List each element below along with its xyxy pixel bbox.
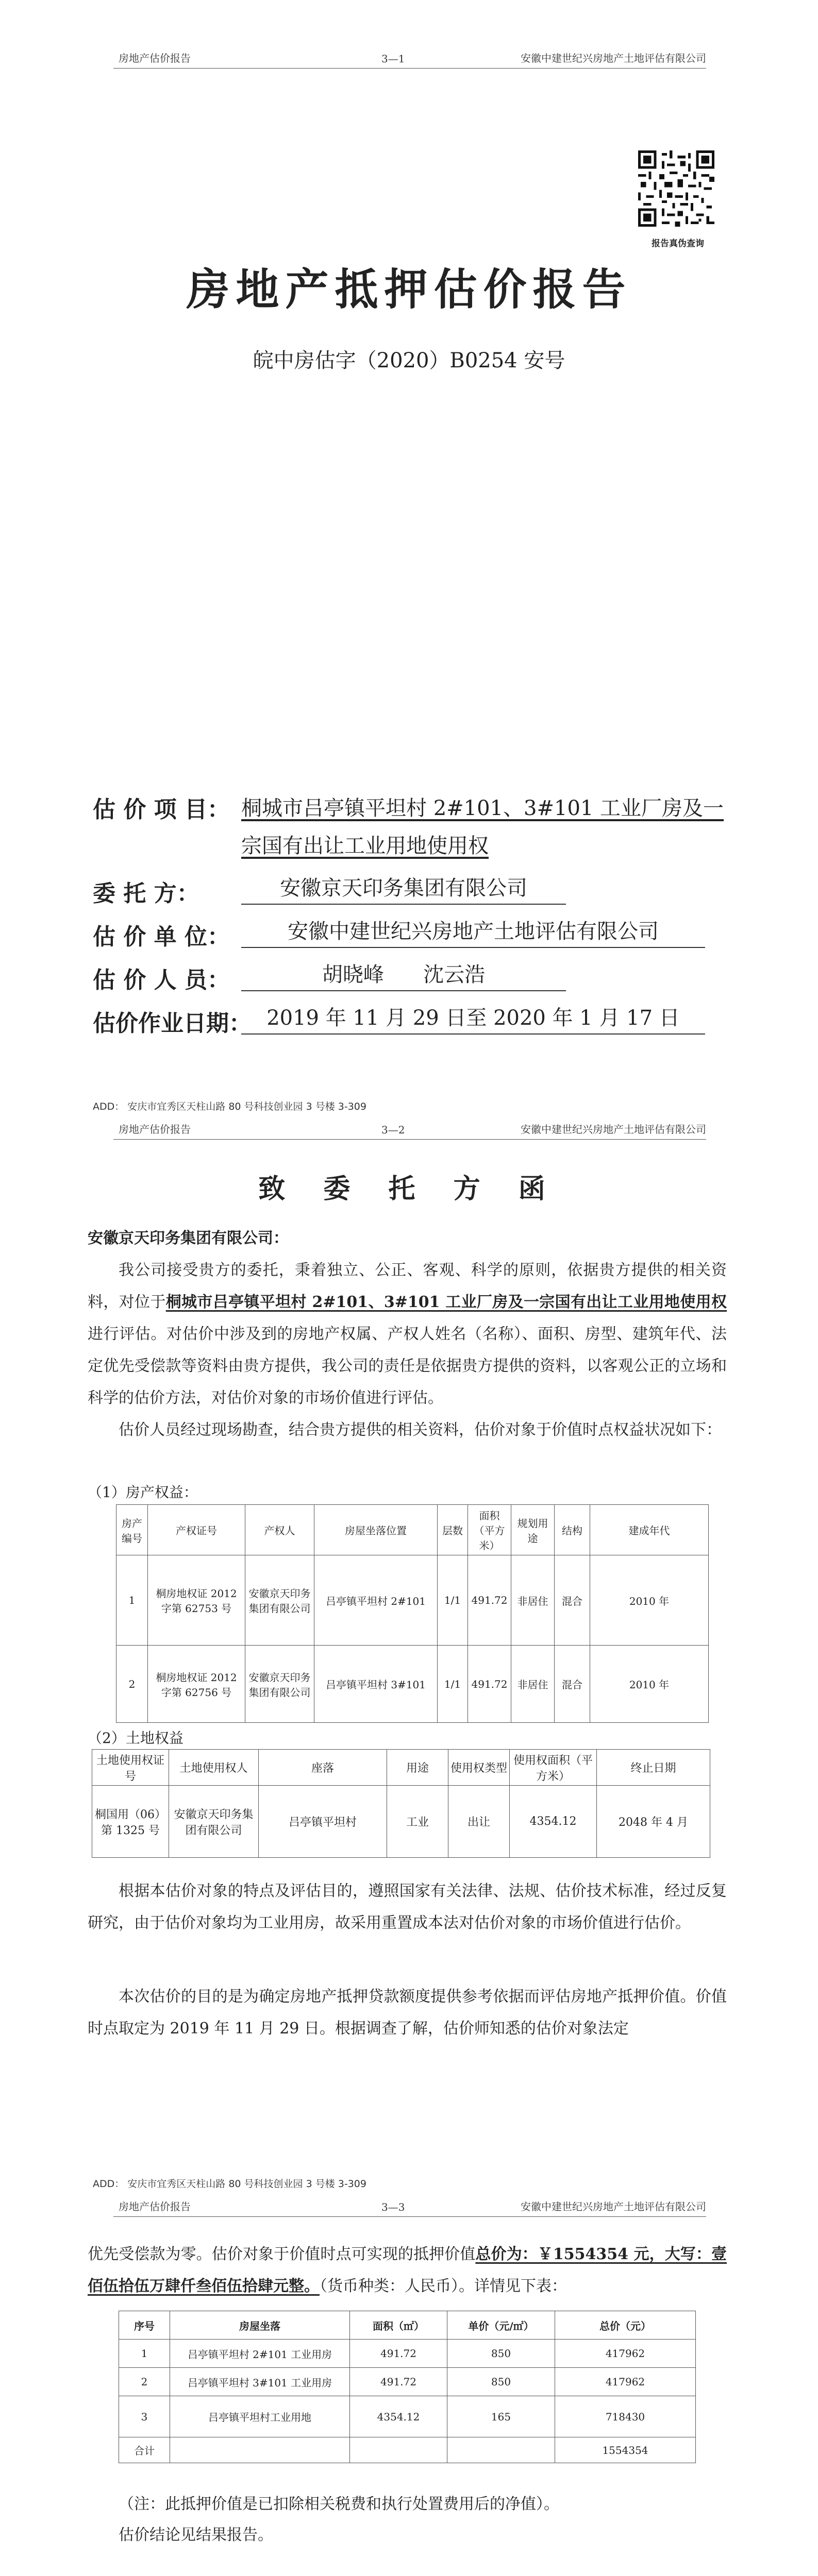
house-cell: 1 (116, 1555, 148, 1646)
house-cell: 桐房地权证 2012 字第 62756 号 (148, 1646, 245, 1723)
value-header: 面积（㎡） (350, 2311, 447, 2340)
letter-paragraph-4: 本次估价的目的是为确定房地产抵押贷款额度提供参考依据而评估房地产抵押价值。价值时点取定为 2019 年 11 月 29 日。根据调查了解，估价师知悉的估价对象法定 (88, 1988, 727, 2038)
land-cell: 吕亭镇平坦村 (259, 1786, 387, 1858)
p5-part-a: 优先受偿款为零。估价对象于价值时点可实现的抵押价值 (88, 2245, 476, 2263)
staff-value: 胡晓峰 沈云浩 (241, 959, 566, 991)
house-header: 产权证号 (148, 1505, 245, 1555)
house-cell: 桐房地权证 2012 字第 62753 号 (148, 1555, 245, 1646)
value-cell: 850 (447, 2368, 555, 2396)
land-header: 终止日期 (597, 1750, 710, 1786)
header-page: 3—2 (381, 1124, 405, 1136)
p1-object: 桐城市吕亭镇平坦村 2#101、3#101 工业厂房及一宗国有出让工业用地使用权 (165, 1293, 727, 1311)
appraiser-value: 安徽中建世纪兴房地产土地评估有限公司 (241, 916, 705, 948)
value-cell: 417962 (555, 2368, 696, 2396)
letter-salutation: 安徽京天印务集团有限公司： (88, 1229, 289, 1247)
house-cell: 1/1 (438, 1646, 468, 1723)
value-cell-empty (447, 2437, 555, 2463)
land-header: 用途 (387, 1750, 448, 1786)
land-cell: 4354.12 (510, 1786, 597, 1858)
house-cell: 吕亭镇平坦村 3#101 (314, 1646, 438, 1723)
client-value: 安徽京天印务集团有限公司 (241, 873, 566, 905)
client-label: 委 托 方： (93, 880, 199, 907)
value-cell: 417962 (555, 2340, 696, 2368)
land-cell: 工业 (387, 1786, 448, 1858)
item-value-line2: 宗国有出让工业用地使用权 (241, 834, 489, 858)
house-cell: 2 (116, 1646, 148, 1723)
land-cell: 安徽京天印务集团有限公司 (169, 1786, 259, 1858)
house-caption: （1）房产权益： (88, 1484, 198, 1501)
house-cell: 吕亭镇平坦村 2#101 (314, 1555, 438, 1646)
land-header: 土地使用权人 (169, 1750, 259, 1786)
land-cell: 出让 (448, 1786, 510, 1858)
p5-part-d: （货币种类：人民币）。详情见下表： (320, 2277, 567, 2295)
house-header: 面积（平方米） (468, 1505, 511, 1555)
value-cell: 4354.12 (350, 2396, 447, 2437)
value-table (119, 2311, 696, 2463)
p5-total: 总价为：￥1554354 元，大写： (475, 2245, 712, 2263)
letter-paragraph-1 (88, 1255, 727, 1414)
house-header: 房屋坐落位置 (314, 1505, 438, 1555)
house-cell: 491.72 (468, 1555, 511, 1646)
value-cell-empty (170, 2437, 350, 2463)
house-header: 结构 (555, 1505, 590, 1555)
value-cell: 吕亭镇平坦村 3#101 工业用房 (170, 2368, 350, 2396)
value-cell: 2 (119, 2368, 170, 2396)
value-total: 1554354 (555, 2437, 696, 2463)
table-row (119, 2340, 696, 2368)
value-cell: 165 (447, 2396, 555, 2437)
house-cell: 491.72 (468, 1646, 511, 1723)
value-header: 总价（元） (555, 2311, 696, 2340)
p5-total-words: 壹佰伍拾伍万肆仟叁佰伍拾肆元整。 (88, 2245, 727, 2295)
land-rights-table (92, 1749, 710, 1858)
header-page: 3—3 (381, 2201, 405, 2213)
table-row (116, 1646, 709, 1723)
house-header: 层数 (438, 1505, 468, 1555)
value-cell-empty (350, 2437, 447, 2463)
house-cell: 混合 (555, 1646, 590, 1723)
p1-part-a: 我公司接受贵方的委托，秉着独立、公正、客观、科学的原则，依据贵方提供的相关资料，对位于 (88, 1261, 727, 1311)
value-cell: 491.72 (350, 2340, 447, 2368)
report-title: 房地产抵押估价报告 (186, 264, 632, 315)
land-caption: （2）土地权益 (88, 1730, 183, 1747)
footer-address-p1: ADD： 安庆市宜秀区天柱山路 80 号科技创业园 3 号楼 3-309 (93, 1101, 366, 1112)
house-cell: 非居住 (511, 1646, 555, 1723)
header-left: 房地产估价报告 (119, 52, 191, 64)
value-cell: 3 (119, 2396, 170, 2437)
land-cell: 2048 年 4 月 (597, 1786, 710, 1858)
staff-label: 估 价 人 员： (93, 967, 230, 993)
value-header: 房屋坐落 (170, 2311, 350, 2340)
qr-code-icon[interactable] (638, 150, 714, 227)
land-header: 使用权类型 (448, 1750, 510, 1786)
date-label: 估价作业日期： (93, 1010, 252, 1037)
item-label: 估 价 项 目： (93, 796, 230, 823)
house-rights-table (116, 1504, 709, 1723)
value-note: （注：此抵押价值是已扣除相关税费和执行处置费用后的净值）。 (119, 2495, 559, 2513)
footer-address-p2: ADD： 安庆市宜秀区天柱山路 80 号科技创业园 3 号楼 3-309 (93, 2178, 366, 2190)
house-header: 规划用途 (511, 1505, 555, 1555)
value-cell: 850 (447, 2340, 555, 2368)
house-cell: 非居住 (511, 1555, 555, 1646)
running-header-p2 (113, 1116, 706, 1140)
land-header: 土地使用权证号 (92, 1750, 169, 1786)
house-header: 房产编号 (116, 1505, 148, 1555)
header-right: 安徽中建世纪兴房地产土地评估有限公司 (521, 2200, 706, 2213)
house-cell: 混合 (555, 1555, 590, 1646)
qr-caption: 报告真伪查询 (652, 239, 704, 249)
table-row (92, 1786, 710, 1858)
date-value: 2019 年 11 月 29 日至 2020 年 1 月 17 日 (241, 1003, 705, 1035)
house-header: 产权人 (245, 1505, 314, 1555)
value-cell: 吕亭镇平坦村工业用地 (170, 2396, 350, 2437)
value-cell: 718430 (555, 2396, 696, 2437)
house-cell: 安徽京天印务集团有限公司 (245, 1646, 314, 1723)
letter-paragraph-6: 估价结论见结果报告。 (119, 2526, 273, 2544)
letter-heading: 致 委 托 方 函 (258, 1173, 560, 1205)
house-header: 建成年代 (590, 1505, 709, 1555)
value-header: 序号 (119, 2311, 170, 2340)
running-header-p1 (113, 45, 706, 69)
appraiser-label: 估 价 单 位： (93, 924, 230, 950)
house-cell: 安徽京天印务集团有限公司 (245, 1555, 314, 1646)
item-value-line1: 桐城市吕亭镇平坦村 2#101、3#101 工业厂房及一 (241, 796, 724, 820)
land-cell: 桐国用（06）第 1325 号 (92, 1786, 169, 1858)
letter-paragraph-2: 估价人员经过现场勘查，结合贵方提供的相关资料，估价对象于价值时点权益状况如下： (119, 1421, 722, 1439)
land-header: 使用权面积（平方米） (510, 1750, 597, 1786)
value-total-label: 合计 (119, 2437, 170, 2463)
header-right: 安徽中建世纪兴房地产土地评估有限公司 (521, 1123, 706, 1136)
header-right: 安徽中建世纪兴房地产土地评估有限公司 (521, 52, 706, 64)
value-cell: 491.72 (350, 2368, 447, 2396)
letter-paragraph-5 (88, 2239, 727, 2302)
report-number: 皖中房估字（2020）B0254 安号 (253, 349, 565, 372)
table-row (119, 2396, 696, 2437)
header-left: 房地产估价报告 (119, 1123, 191, 1136)
header-left: 房地产估价报告 (119, 2200, 191, 2213)
letter-paragraph-3: 根据本估价对象的特点及评估目的，遵照国家有关法律、法规、估价技术标准，经过反复研究，由于估价对象均为工业用房，故采用重置成本法对估价对象的市场价值进行估价。 (88, 1882, 727, 1932)
table-row (116, 1555, 709, 1646)
land-header: 座落 (259, 1750, 387, 1786)
value-cell: 吕亭镇平坦村 2#101 工业用房 (170, 2340, 350, 2368)
house-cell: 2010 年 (590, 1555, 709, 1646)
p1-part-c: 进行评估。对估价中涉及到的房地产权属、产权人姓名（名称）、面积、房型、建筑年代、法定优先受偿款等资料由贵方提供，我公司的责任是依据贵方提供的资料，以客观公正的立场和科学的估价方法，对估价对象的市场价值进行评估。 (88, 1325, 727, 1407)
running-header-p3 (113, 2194, 706, 2217)
value-cell: 1 (119, 2340, 170, 2368)
house-cell: 1/1 (438, 1555, 468, 1646)
value-header: 单价（元/㎡） (447, 2311, 555, 2340)
house-cell: 2010 年 (590, 1646, 709, 1723)
table-row (119, 2368, 696, 2396)
table-row-total (119, 2437, 696, 2463)
header-page: 3—1 (381, 53, 405, 65)
